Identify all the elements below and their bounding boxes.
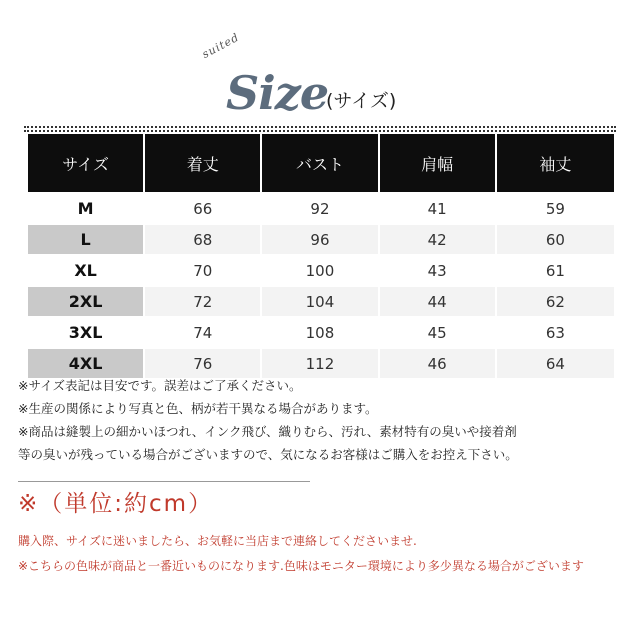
table-row <box>28 316 614 347</box>
header-bust: バスト <box>262 134 379 192</box>
size-header <box>0 0 640 120</box>
cell-bust: 104 <box>262 285 379 316</box>
cell-size: 2XL <box>28 285 145 316</box>
suited-label: suited <box>199 30 242 61</box>
cell-shoulder: 42 <box>380 223 497 254</box>
color-note: ※こちらの色味が商品と一番近いものになります.色味はモニター環境により多少異なる場合がございます <box>18 559 584 573</box>
header-size: サイズ <box>28 134 145 192</box>
contact-note: 購入際、サイズに迷いましたら、お気軽に当店まで連絡してくださいませ. <box>18 534 417 548</box>
cell-sleeve: 61 <box>497 254 614 285</box>
cell-shoulder: 44 <box>380 285 497 316</box>
note-line: ※商品は縫製上の細かいほつれ、インク飛び、織りむら、汚れ、素材特有の臭いや接着剤 <box>18 424 517 439</box>
size-table <box>28 134 614 378</box>
cell-sleeve: 60 <box>497 223 614 254</box>
cell-sleeve: 64 <box>497 347 614 378</box>
note-line: 等の臭いが残っている場合がございますので、気になるお客様はご購入をお控え下さい。 <box>18 447 518 462</box>
size-table-header-row <box>28 134 614 192</box>
cell-length: 72 <box>145 285 262 316</box>
header-length: 着丈 <box>145 134 262 192</box>
cell-shoulder: 46 <box>380 347 497 378</box>
cell-shoulder: 45 <box>380 316 497 347</box>
size-subtitle: (サイズ) <box>326 90 397 112</box>
table-row <box>28 192 614 223</box>
unit-divider <box>18 481 310 482</box>
cell-bust: 92 <box>262 192 379 223</box>
dotted-divider-top <box>24 126 616 128</box>
cell-size: 3XL <box>28 316 145 347</box>
note-line: ※生産の関係により写真と色、柄が若干異なる場合があります。 <box>18 401 378 416</box>
cell-sleeve: 63 <box>497 316 614 347</box>
cell-length: 74 <box>145 316 262 347</box>
unit-label: ※（単位:約cm） <box>18 491 214 517</box>
cell-bust: 112 <box>262 347 379 378</box>
cell-bust: 96 <box>262 223 379 254</box>
cell-length: 70 <box>145 254 262 285</box>
header-sleeve: 袖丈 <box>497 134 614 192</box>
dotted-divider-top-2 <box>24 130 616 132</box>
table-row <box>28 285 614 316</box>
cell-size: L <box>28 223 145 254</box>
cell-length: 76 <box>145 347 262 378</box>
cell-bust: 100 <box>262 254 379 285</box>
header-shoulder: 肩幅 <box>380 134 497 192</box>
cell-length: 66 <box>145 192 262 223</box>
cell-length: 68 <box>145 223 262 254</box>
table-row <box>28 254 614 285</box>
cell-shoulder: 43 <box>380 254 497 285</box>
table-row <box>28 223 614 254</box>
notes-block <box>18 374 628 466</box>
cell-size: M <box>28 192 145 223</box>
cell-sleeve: 62 <box>497 285 614 316</box>
cell-size: 4XL <box>28 347 145 378</box>
note-line: ※サイズ表記は目安です。誤差はご了承ください。 <box>18 378 302 393</box>
cell-bust: 108 <box>262 316 379 347</box>
size-title: Size <box>226 66 329 120</box>
cell-shoulder: 41 <box>380 192 497 223</box>
cell-size: XL <box>28 254 145 285</box>
cell-sleeve: 59 <box>497 192 614 223</box>
